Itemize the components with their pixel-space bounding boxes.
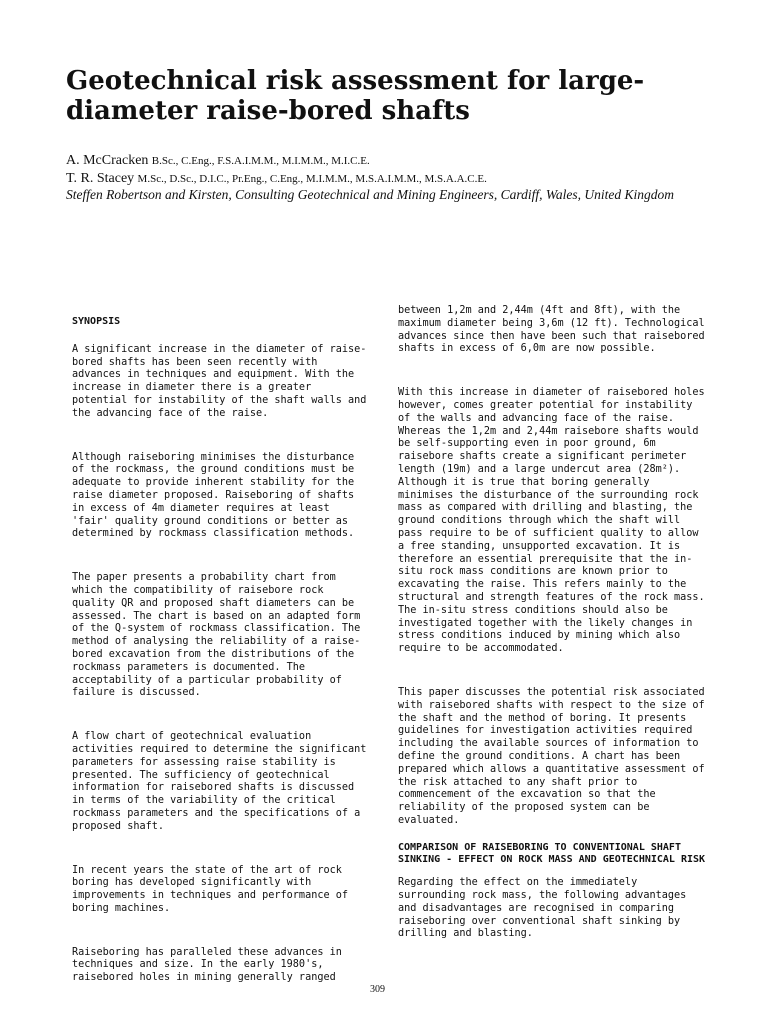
author-name: A. McCracken <box>66 153 149 168</box>
paragraph: With this increase in diameter of raisebored holes however, comes greater potential for instability of the walls and advancing face of the raise. Whereas the 1,2m and 2,44m raisebore shafts would be self-supporting even in poor ground, 6m raisebore shafts create a significant perimeter length (19m) and a large undercut area (28m²). Although it is true that boring generally minimises the disturbance of the surrounding rock mass as compared with drilling and blasting, the ground conditions through which the shaft will pass require to be of sufficient quality to allow a free standing, unsupported excavation. It is therefore an essential prerequisite that the in-situ rock mass conditions are known prior to excavating the raise. This refers mainly to the structural and strength features of the rock mass. The in-situ stress conditions should also be investigated together with the likely changes in stress conditions induced by mining which also require to be accommodated. <box>398 387 705 655</box>
affiliation: Steffen Robertson and Kirsten, Consulting Geotechnical and Mining Engineers, Cardiff, Wales, United Kingdom <box>66 187 674 202</box>
paragraph: The paper presents a probability chart from which the compatibility of raisebore rock quality QR and proposed shaft diameters can be assessed. The chart is based on an adapted form of the Q-system of rockmass classification. The method of analysing the reliability of a raise-bored excavation from the distributions of the rockmass parameters is documented. The acceptability of a particular probability of failure is discussed. <box>72 572 361 699</box>
author-line <box>66 152 706 170</box>
right-column <box>398 305 706 941</box>
left-column <box>72 316 372 998</box>
author-line <box>66 170 706 188</box>
paragraph: A significant increase in the diameter of raise-bored shafts has been seen recently with advances in techniques and equipment. With the increase in diameter there is a greater potential for instability of the shaft walls and the advancing face of the raise. <box>72 343 367 419</box>
page-number: 309 <box>370 984 385 995</box>
paragraph: Although raiseboring minimises the disturbance of the rockmass, the ground conditions must be adequate to provide inherent stability for the raise diameter proposed. Raiseboring of shafts in excess of 4m diameter requires at least 'fair' quality ground conditions or better as determined by rockmass classification methods. <box>72 451 355 540</box>
author-qualifications: B.Sc., C.Eng., F.S.A.I.M.M., M.I.M.M., M.I.C.E. <box>151 155 370 167</box>
section-heading-comparison: COMPARISON OF RAISEBORING TO CONVENTIONAL SHAFT SINKING - EFFECT ON ROCK MASS AND GEOTECHNICAL RISK <box>398 841 706 866</box>
paragraph: Raiseboring has paralleled these advances in techniques and size. In the early 1980's, raisebored holes in mining generally ranged <box>72 946 342 984</box>
paragraph: In recent years the state of the art of rock boring has developed significantly with improvements in techniques and performance of boring machines. <box>72 864 349 914</box>
paragraph: between 1,2m and 2,44m (4ft and 8ft), with the maximum diameter being 3,6m (12 ft). Technological advances since then have been such that raisebored shafts in excess of 6,0m are now possible. <box>398 305 705 355</box>
section-heading-synopsis: SYNOPSIS <box>72 316 121 327</box>
paragraph: This paper discusses the potential risk associated with raisebored shafts with respect to the size of the shaft and the method of boring. It presents guidelines for investigation activities required including the available sources of information to define the ground conditions. A chart has been prepared which allows a quantitative assessment of the risk attached to any shaft prior to commencement of the excavation so that the reliability of the proposed system can be evaluated. <box>398 686 705 826</box>
paragraph: A flow chart of geotechnical evaluation activities required to determine the significant parameters for assessing raise stability is presented. The sufficiency of geotechnical information for raisebored shafts is discussed in terms of the variability of the critical rockmass parameters and the specifications of a proposed shaft. <box>72 731 367 832</box>
author-qualifications: M.Sc., D.Sc., D.I.C., Pr.Eng., C.Eng., M.I.M.M., M.S.A.I.M.M., M.S.A.A.C.E. <box>137 172 487 185</box>
paragraph: Regarding the effect on the immediately surrounding rock mass, the following advantages and disadvantages are recognised in comparing raiseboring over conventional shaft sinking by drilling and blasting. <box>398 877 687 940</box>
paper-title: Geotechnical risk assessment for large-diameter raise-bored shafts <box>66 66 645 126</box>
author-block <box>66 152 706 204</box>
author-name: T. R. Stacey <box>66 170 135 186</box>
